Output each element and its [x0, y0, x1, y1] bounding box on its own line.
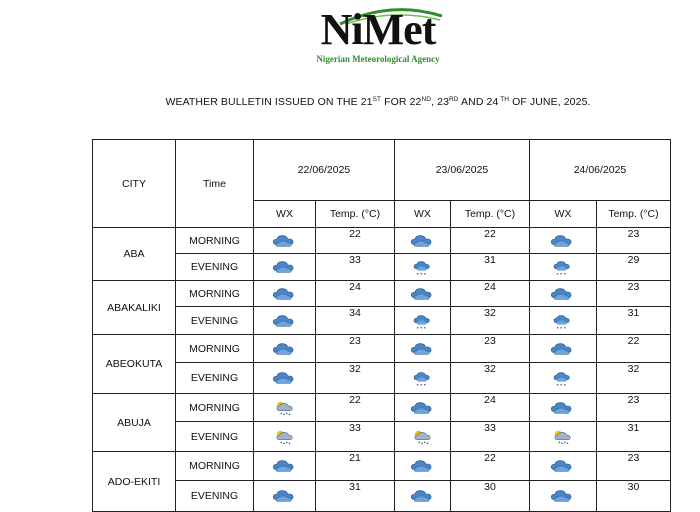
temperature-value: 22: [316, 394, 395, 422]
wx-header: WX: [530, 201, 597, 228]
wx-cell: [395, 335, 451, 363]
temperature-value: 30: [451, 481, 530, 512]
temp-header: Temp. (°C): [597, 201, 671, 228]
wx-cell: [395, 307, 451, 335]
wx-header: WX: [395, 201, 451, 228]
time-of-day: MORNING: [176, 394, 254, 422]
wx-cell: [530, 228, 597, 254]
temperature-value: 32: [316, 363, 395, 394]
wx-cell: [395, 452, 451, 481]
cloudy-icon: [270, 287, 300, 299]
wx-cell: [254, 363, 316, 394]
bulletin-title: WEATHER BULLETIN ISSUED ON THE 21ST FOR 22ND, 23RD AND 24 $^{TH}$ OF JUNE, 2025.: [165, 96, 591, 108]
table-row: [93, 254, 671, 281]
temperature-value: 30: [597, 481, 671, 512]
cloudy-icon: [548, 234, 578, 246]
sun-rain-icon: [408, 430, 438, 442]
wx-cell: [530, 481, 597, 512]
temperature-value: 22: [451, 452, 530, 481]
wx-cell: [254, 254, 316, 281]
temperature-value: 31: [316, 481, 395, 512]
time-of-day: MORNING: [176, 335, 254, 363]
temperature-value: 23: [451, 335, 530, 363]
time-of-day: EVENING: [176, 422, 254, 452]
temperature-value: 33: [316, 422, 395, 452]
cloudy-icon: [408, 287, 438, 299]
wx-cell: [254, 335, 316, 363]
wx-cell: [254, 228, 316, 254]
time-of-day: EVENING: [176, 481, 254, 512]
date-header: 24/06/2025: [530, 140, 671, 201]
logo-agency-name: Nigerian Meteorological Agency: [316, 54, 440, 64]
cloudy-icon: [270, 460, 300, 472]
wx-cell: [395, 394, 451, 422]
cloudy-icon: [270, 342, 300, 354]
rain-cloud-icon: [548, 261, 578, 273]
temperature-value: 32: [451, 307, 530, 335]
table-row: [93, 422, 671, 452]
temperature-value: 34: [316, 307, 395, 335]
temperature-value: 23: [597, 452, 671, 481]
cloudy-icon: [548, 342, 578, 354]
rain-cloud-icon: [408, 261, 438, 273]
city-name: ABAKALIKI: [93, 281, 176, 335]
rain-cloud-icon: [548, 314, 578, 326]
temp-header: Temp. (°C): [316, 201, 395, 228]
date-header: 22/06/2025: [254, 140, 395, 201]
date-header: 23/06/2025: [395, 140, 530, 201]
nimet-logo: [296, 4, 460, 64]
table-row: [93, 307, 671, 335]
time-of-day: MORNING: [176, 228, 254, 254]
temperature-value: 23: [316, 335, 395, 363]
temperature-value: 24: [451, 281, 530, 307]
time-header: Time: [176, 140, 254, 228]
temperature-value: 23: [597, 281, 671, 307]
time-of-day: EVENING: [176, 307, 254, 335]
time-of-day: EVENING: [176, 254, 254, 281]
temperature-value: 23: [597, 228, 671, 254]
wx-cell: [530, 363, 597, 394]
temperature-value: 24: [451, 394, 530, 422]
temperature-value: 22: [316, 228, 395, 254]
temperature-value: 31: [597, 422, 671, 452]
temperature-value: 21: [316, 452, 395, 481]
time-of-day: MORNING: [176, 452, 254, 481]
weather-table: [92, 139, 671, 512]
logo-wordmark: NiMet: [320, 5, 436, 54]
cloudy-icon: [270, 261, 300, 273]
temperature-value: 33: [451, 422, 530, 452]
cloudy-icon: [270, 372, 300, 384]
table-row: [93, 481, 671, 512]
temperature-value: 31: [597, 307, 671, 335]
time-of-day: MORNING: [176, 281, 254, 307]
cloudy-icon: [408, 342, 438, 354]
temp-header: Temp. (°C): [451, 201, 530, 228]
wx-cell: [254, 394, 316, 422]
wx-cell: [254, 422, 316, 452]
wx-cell: [530, 307, 597, 335]
wx-cell: [395, 363, 451, 394]
wx-cell: [254, 452, 316, 481]
cloudy-icon: [270, 234, 300, 246]
wx-cell: [395, 422, 451, 452]
rain-cloud-icon: [408, 314, 438, 326]
cloudy-icon: [548, 460, 578, 472]
temperature-value: 32: [597, 363, 671, 394]
cloudy-icon: [548, 401, 578, 413]
city-name: ABEOKUTA: [93, 335, 176, 394]
wx-cell: [530, 394, 597, 422]
wx-cell: [395, 281, 451, 307]
wx-cell: [254, 481, 316, 512]
rain-cloud-icon: [408, 372, 438, 384]
temperature-value: 23: [597, 394, 671, 422]
temperature-value: 33: [316, 254, 395, 281]
cloudy-icon: [408, 460, 438, 472]
temperature-value: 22: [451, 228, 530, 254]
cloudy-icon: [408, 401, 438, 413]
sun-rain-icon: [548, 430, 578, 442]
table-row: [93, 363, 671, 394]
sun-rain-icon: [270, 401, 300, 413]
temperature-value: 31: [451, 254, 530, 281]
city-name: ADO-EKITI: [93, 452, 176, 512]
temperature-value: 22: [597, 335, 671, 363]
wx-cell: [395, 228, 451, 254]
city-name: ABUJA: [93, 394, 176, 452]
temperature-value: 32: [451, 363, 530, 394]
wx-cell: [530, 335, 597, 363]
wx-header: WX: [254, 201, 316, 228]
temperature-value: 29: [597, 254, 671, 281]
sun-rain-icon: [270, 430, 300, 442]
wx-cell: [254, 307, 316, 335]
table-row: [93, 394, 671, 422]
table-row: [93, 452, 671, 481]
table-row: [93, 228, 671, 254]
time-of-day: EVENING: [176, 363, 254, 394]
wx-cell: [530, 281, 597, 307]
wx-cell: [395, 481, 451, 512]
table-row: [93, 281, 671, 307]
cloudy-icon: [548, 287, 578, 299]
cloudy-icon: [270, 314, 300, 326]
city-header: CITY: [93, 140, 176, 228]
wx-cell: [254, 281, 316, 307]
wx-cell: [530, 254, 597, 281]
rain-cloud-icon: [548, 372, 578, 384]
cloudy-icon: [408, 234, 438, 246]
table-row: [93, 335, 671, 363]
wx-cell: [530, 422, 597, 452]
temperature-value: 24: [316, 281, 395, 307]
wx-cell: [395, 254, 451, 281]
wx-cell: [530, 452, 597, 481]
city-name: ABA: [93, 228, 176, 281]
